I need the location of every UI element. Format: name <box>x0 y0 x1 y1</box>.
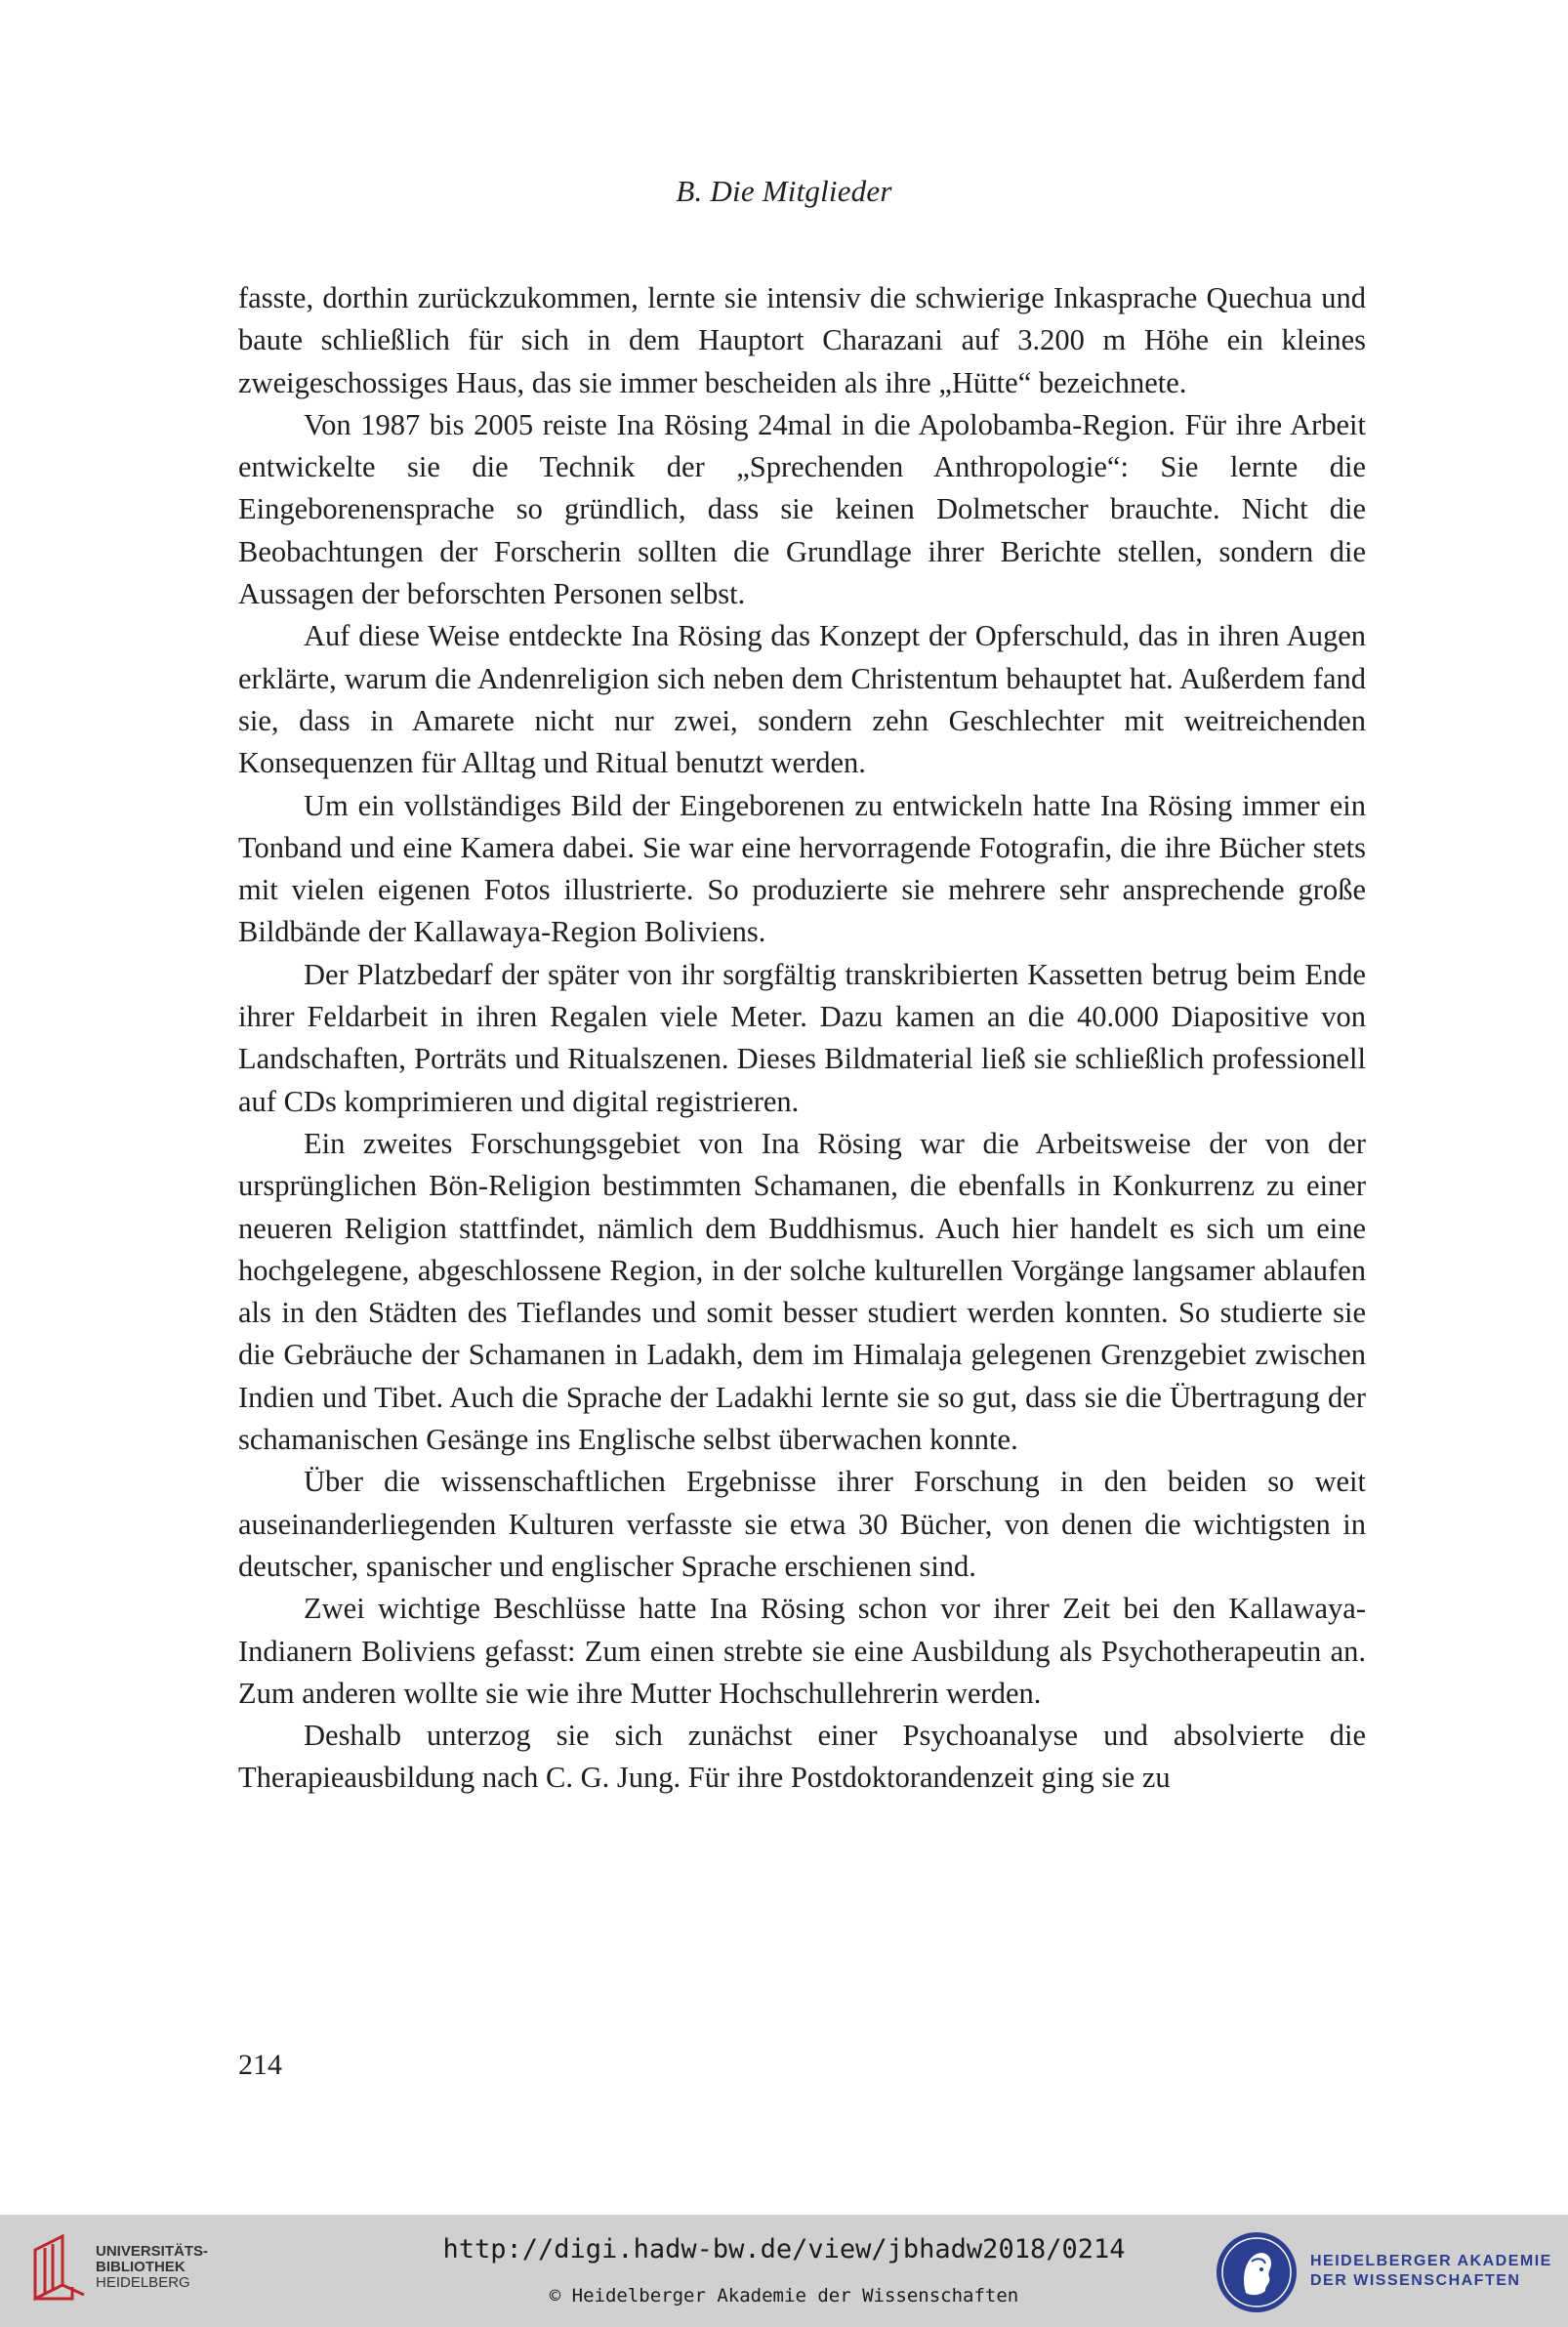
paragraph-8: Zwei wichtige Beschlüsse hatte Ina Rösing schon vor ihrer Zeit bei den Kallawaya-Indianern Boliviens gefasst: Zum einen strebte sie eine Ausbildung als Psychotherapeutin an. Zum anderen wollte sie wie ihre Mutter Hochschullehrerin werden. <box>238 1592 1366 1710</box>
academy-logo-text <box>1310 2252 1552 2291</box>
page-number: 214 <box>238 2049 282 2081</box>
copyright-notice: © Heidelberger Akademie der Wissenschaften <box>549 2285 1019 2306</box>
paragraph-1: fasste, dorthin zurückzukommen, lernte sie intensiv die schwierige Inkasprache Quechua und baute schließlich für sich in dem Hauptort Charazani auf 3.200 m Höhe ein kleines zweigeschossiges Haus, das sie immer bescheiden als ihre „Hütte“ bezeichnete. <box>238 281 1366 399</box>
paragraph-4: Um ein vollständiges Bild der Eingeborenen zu entwickeln hatte Ina Rösing immer ein Tonband und eine Kamera dabei. Sie war eine hervorragende Fotografin, die ihre Bücher stets mit vielen eigenen Fotos illustrierte. So produzierte sie mehrere sehr ansprechende große Bildbände der Kallawaya-Region Boliviens. <box>238 788 1366 949</box>
permalink-url[interactable]: http://digi.hadw-bw.de/view/jbhadw2018/0214 <box>442 2234 1126 2265</box>
library-logo-line-1: UNIVERSITÄTS- <box>96 2243 209 2260</box>
paragraph-2: Von 1987 bis 2005 reiste Ina Rösing 24mal in die Apolobamba-Region. Für ihre Arbeit entwickelte sie die Technik der „Sprechenden Anthropologie“: Sie lernte die Eingeborenensprache so gründlich, dass sie keinen Dolmetscher brauchte. Nicht die Beobachtungen der Forscherin sollten die Grundlage ihrer Berichte stellen, sondern die Aussagen der beforschten Personen selbst. <box>238 407 1366 611</box>
academy-logo-line-1: HEIDELBERGER AKADEMIE <box>1310 2253 1552 2269</box>
paragraph-5: Der Platzbedarf der später von ihr sorgfältig transkribierten Kassetten betrug beim Ende ihrer Feldarbeit in ihren Regalen viele Meter. Dazu kamen an die 40.000 Diapositive von Landschaften, Porträts und Ritualszenen. Dieses Bildmaterial ließ sie schließlich professionell auf CDs komprimieren und digital registrieren. <box>238 957 1366 1118</box>
paragraph-3: Auf diese Weise entdeckte Ina Rösing das Konzept der Opferschuld, das in ihren Augen erklärte, warum die Andenreligion sich neben dem Christentum behauptet hat. Außerdem fand sie, dass in Amarete nicht nur zwei, sondern zehn Geschlechter mit weitreichenden Konsequenzen für Alltag und Ritual benutzt werden. <box>238 619 1366 780</box>
academy-seal-icon <box>1213 2228 1300 2316</box>
paragraph-6: Ein zweites Forschungsgebiet von Ina Rösing war die Arbeitsweise der von der ursprünglichen Bön-Religion bestimmten Schamanen, die ebenfalls in Konkurrenz zu einer neueren Religion stattfindet, nämlich dem Buddhismus. Auch hier handelt es sich um eine hochgelegene, abgeschlossene Region, in der solche kulturellen Vorgänge langsamer ablaufen als in den Städten des Tieflandes und somit besser studiert werden konnten. So studierte sie die Gebräuche der Schamanen in Ladakh, dem im Himalaja gelegenen Grenzgebiet zwischen Indien und Tibet. Auch die Sprache der Ladakhi lernte sie so gut, dass sie die Übertragung der schamanischen Gesänge ins Englische selbst überwachen konnte. <box>238 1126 1366 1457</box>
academy-logo-line-2: DER WISSENSCHAFTEN <box>1310 2272 1521 2289</box>
running-head: B. Die Mitglieder <box>676 174 892 208</box>
library-logo-line-3: HEIDELBERG <box>96 2274 190 2291</box>
body-text <box>238 277 1366 1800</box>
paragraph-9: Deshalb unterzog sie sich zunächst einer Psychoanalyse und absolvierte die Therapieausbildung nach C. G. Jung. Für ihre Postdoktorandenzeit ging sie zu <box>238 1719 1366 1795</box>
library-logo-line-2: BIBLIOTHEK <box>96 2259 186 2275</box>
paragraph-7: Über die wissenschaftlichen Ergebnisse ihrer Forschung in den beiden so weit auseinanderliegenden Kulturen verfasste sie etwa 30 Bücher, von denen die wichtigsten in deutscher, spanischer und englischer Sprache erschienen sind. <box>238 1465 1366 1583</box>
footer-bar <box>0 2215 1568 2327</box>
